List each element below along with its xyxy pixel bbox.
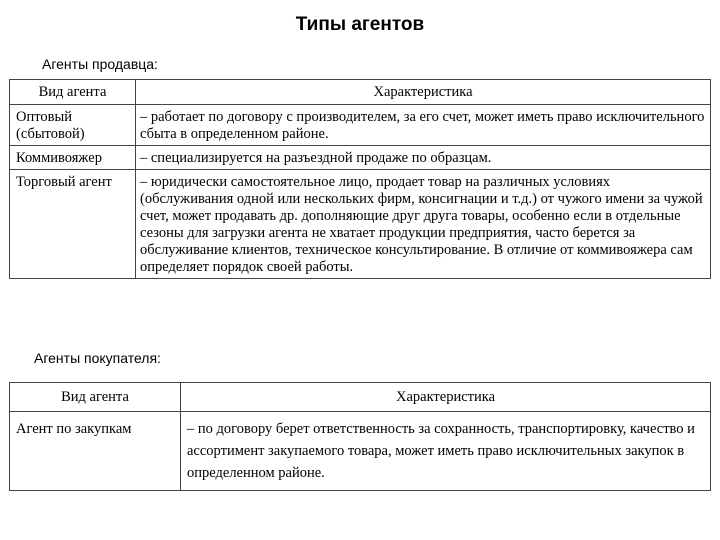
agent-type-cell: Агент по закупкам	[10, 412, 181, 491]
agent-description-cell: – специализируется на разъездной продаже по образцам.	[136, 146, 711, 170]
table-row	[10, 105, 711, 146]
page-title: Типы агентов	[295, 14, 425, 35]
agent-description-cell: – юридически самостоятельное лицо, продает товар на различных условиях (обслуживания одной или нескольких фирм, консигнации и т.д.) от чужого имени за чужой счет, может продавать др. дополняющие друг друга товары, особенно если в отдельные сезоны для загрузки агента не хватает продукции предприятия, часто берется за обслуживание клиентов, техническое консультирование. В отличие от коммивояжера сам определяет порядок своей работы.	[136, 170, 711, 279]
column-header-agent-type: Вид агента	[10, 80, 136, 105]
seller-agents-label: Агенты продавца:	[42, 56, 158, 72]
buyer-agents-label: Агенты покупателя:	[34, 350, 161, 366]
buyer-agents-table	[9, 382, 711, 491]
column-header-description: Характеристика	[181, 383, 711, 412]
agent-type-cell: Коммивояжер	[10, 146, 136, 170]
agent-type-cell: Торговый агент	[10, 170, 136, 279]
agent-description-cell: – по договору берет ответственность за сохранность, транспортировку, качество и ассортимент закупаемого товара, может иметь право исключительных закупок в определенном районе.	[181, 412, 711, 491]
agent-description-cell: – работает по договору с производителем, за его счет, может иметь право исключительного сбыта в определенном районе.	[136, 105, 711, 146]
table-row	[10, 412, 711, 491]
column-header-description: Характеристика	[136, 80, 711, 105]
seller-agents-table	[9, 79, 711, 279]
agent-type-cell: Оптовый (сбытовой)	[10, 105, 136, 146]
table-row	[10, 146, 711, 170]
column-header-agent-type: Вид агента	[10, 383, 181, 412]
table-row	[10, 170, 711, 279]
table-header-row	[10, 80, 711, 105]
table-header-row	[10, 383, 711, 412]
